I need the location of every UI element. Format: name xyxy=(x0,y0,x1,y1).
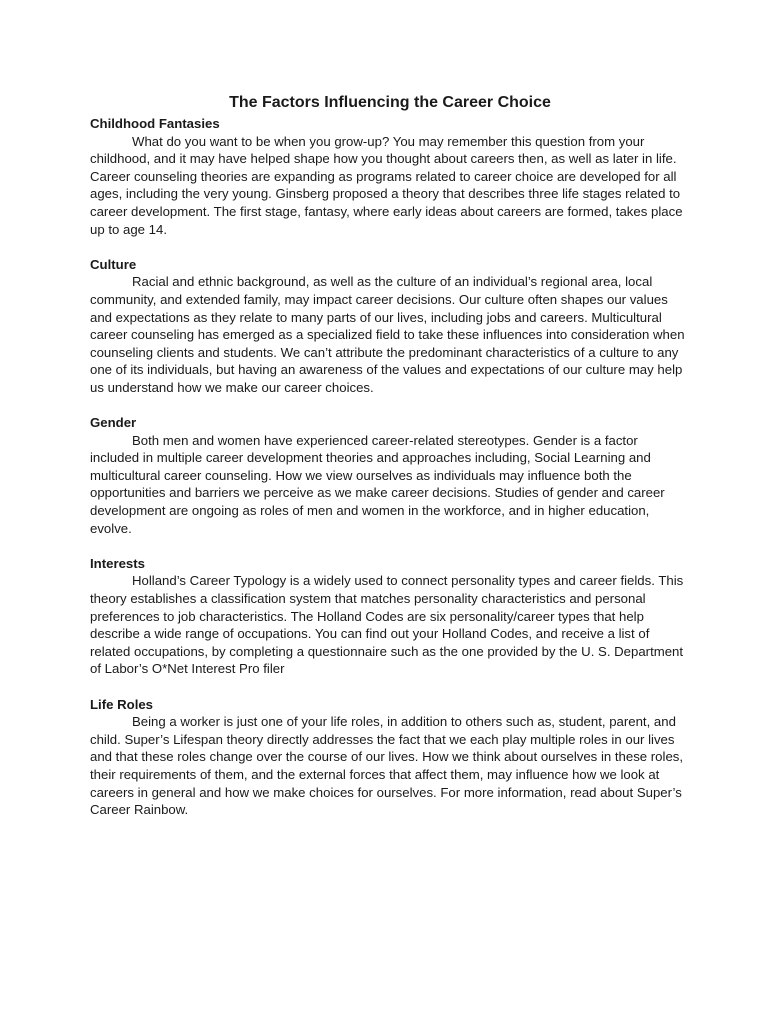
section-childhood-fantasies xyxy=(90,115,690,238)
section-heading: Life Roles xyxy=(90,696,154,712)
section-interests xyxy=(90,555,690,678)
section-heading: Interests xyxy=(90,555,145,571)
section-body: Being a worker is just one of your life roles, in addition to others such as, student, parent, and child. Super’s Lifespan theory directly addresses the fact that we each play multiple roles in our lives and that these roles change over the course of our lives. How we think about ourselves in these roles, their requirements of them, and the external forces that affect them, may influence how we look at careers in general and how we make choices for ourselves. For more information, read about Super’s Career Rainbow. xyxy=(90,714,684,818)
section-gender xyxy=(90,414,690,537)
section-body: Racial and ethnic background, as well as the culture of an individual’s regional area, local community, and extended family, may impact career decisions. Our culture often shapes our values and expectations as they relate to many parts of our lives, including jobs and careers. Multicultural career counseling has emerged as a specialized field to take these influences into consideration when counseling clients and students. We can’t attribute the predominant characteristics of a culture to any one of its individuals, but having an awareness of the values and expectations of our culture may help us understand how we make our career choices. xyxy=(90,274,685,395)
document-page xyxy=(90,93,690,836)
section-heading: Gender xyxy=(90,415,137,431)
section-body: Both men and women have experienced career-related stereotypes. Gender is a factor included in multiple career development theories and approaches including, Social Learning and multicultural career counseling. How we view ourselves as individuals may influence both the opportunities and barriers we perceive as we make career decisions. Studies of gender and career development are ongoing as roles of men and women in the workforce, and in higher education, evolve. xyxy=(90,432,665,536)
section-body: Holland’s Career Typology is a widely used to connect personality types and career fields. This theory establishes a classification system that matches personality characteristics and personal preferences to job characteristics. The Holland Codes are six personality/career types that help describe a wide range of occupations. You can find out your Holland Codes, and receive a list of related occupations, by completing a questionnaire such as the one provided by the U. S. Department of Labor’s O*Net Interest Pro filer xyxy=(90,573,684,677)
section-heading: Childhood Fantasies xyxy=(90,116,220,131)
document-title: The Factors Influencing the Career Choice xyxy=(229,94,551,111)
section-culture xyxy=(90,256,690,397)
section-heading: Culture xyxy=(90,256,137,272)
section-body: What do you want to be when you grow-up? You may remember this question from your childhood, and it may have helped shape how you thought about careers then, as well as later in life. Career counseling theories are expanding as programs related to career choice are developed for all ages, including the very young. Ginsberg proposed a theory that describes three life stages related to career development. The first stage, fantasy, where early ideas about careers are formed, takes place up to age 14. xyxy=(90,133,683,237)
section-life-roles xyxy=(90,696,690,819)
